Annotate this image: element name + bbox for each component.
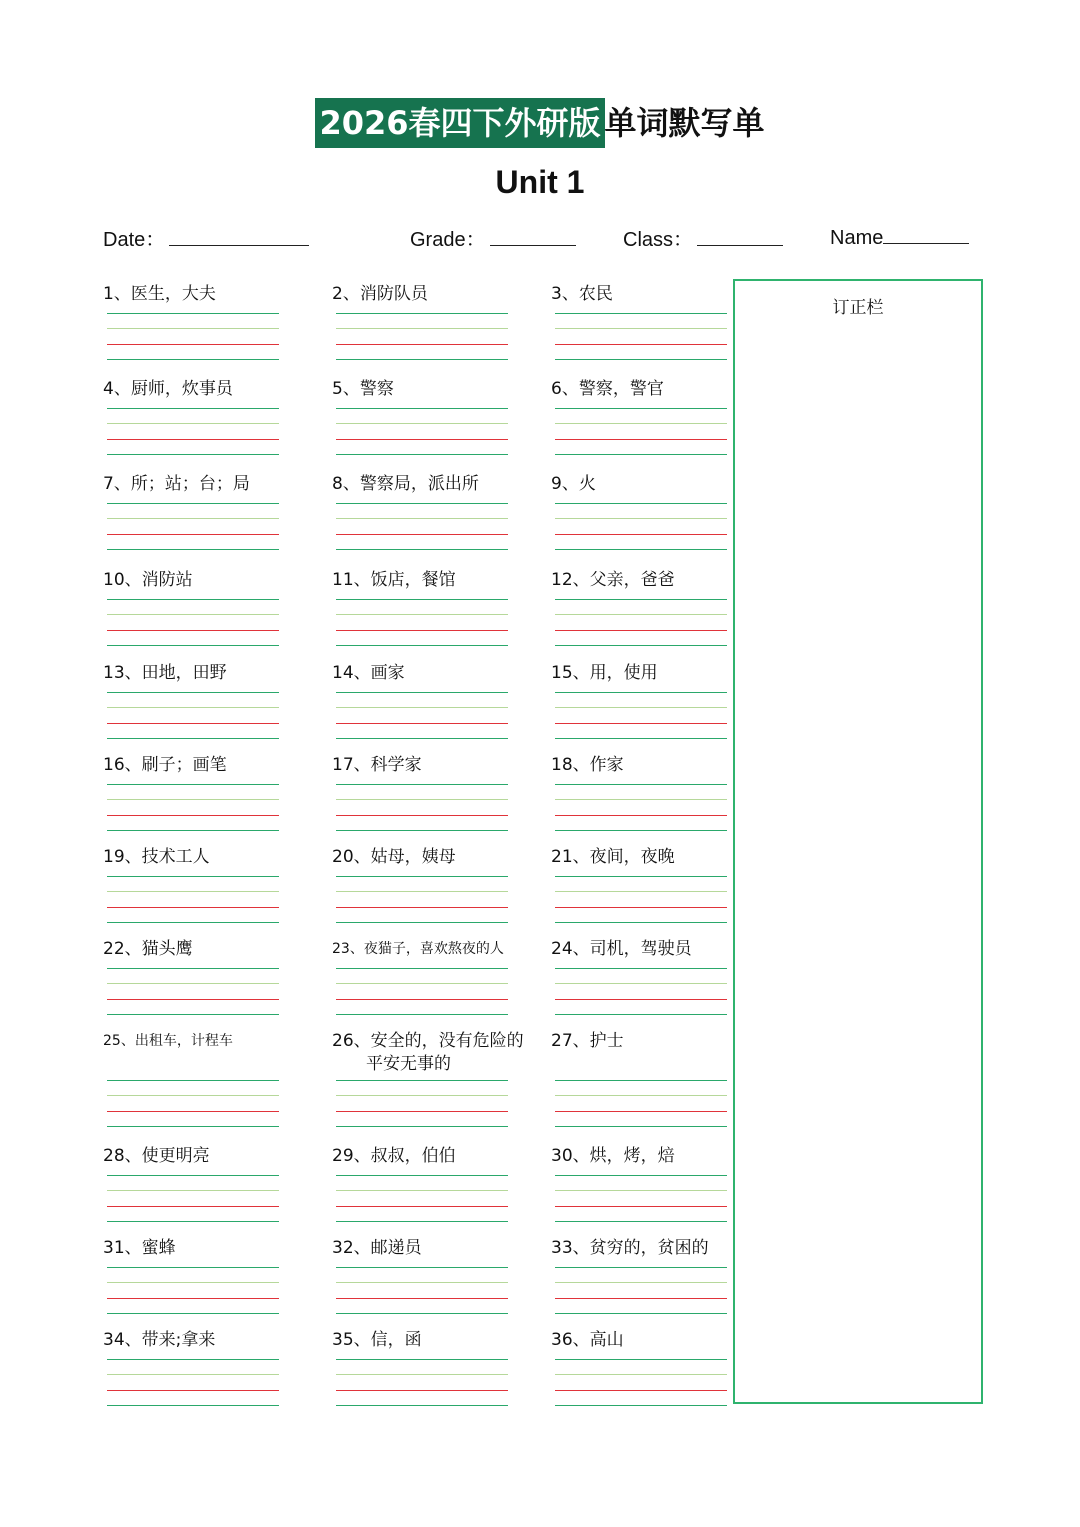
midline-light (107, 891, 279, 892)
baseline-red (555, 1206, 727, 1207)
midline-light (555, 891, 727, 892)
guideline-green (555, 784, 727, 785)
word-item-31 (103, 1237, 176, 1260)
baseline-red (107, 1111, 279, 1112)
midline-light (555, 1095, 727, 1096)
word-item-19 (103, 846, 210, 869)
word-item-23 (332, 938, 504, 961)
guideline-green (107, 1267, 279, 1268)
guideline-green (107, 645, 279, 646)
guideline-green (336, 408, 508, 409)
name-field[interactable] (830, 223, 969, 250)
word-item-5 (332, 378, 394, 401)
guideline-green (336, 1313, 508, 1314)
word-item-25 (103, 1030, 233, 1053)
word-item-3 (551, 283, 613, 306)
word-item-21 (551, 846, 675, 869)
word-item-15 (551, 662, 658, 685)
word-item-label: 2、消防队员 (332, 284, 428, 304)
midline-light (336, 799, 508, 800)
guideline-green (107, 1405, 279, 1406)
guideline-green (107, 784, 279, 785)
word-item-label: 9、火 (551, 474, 596, 494)
page-title (0, 98, 1080, 148)
date-label: Date： (103, 229, 166, 251)
guideline-green (555, 1313, 727, 1314)
baseline-red (336, 1206, 508, 1207)
baseline-red (336, 534, 508, 535)
midline-light (555, 518, 727, 519)
baseline-red (555, 999, 727, 1000)
guideline-green (555, 549, 727, 550)
word-item-24 (551, 938, 692, 961)
word-item-label: 33、贫穷的，贫困的 (551, 1238, 709, 1258)
baseline-red (107, 999, 279, 1000)
word-item-27 (551, 1030, 624, 1053)
baseline-red (336, 630, 508, 631)
word-item-label: 29、叔叔，伯伯 (332, 1146, 456, 1166)
date-blank[interactable] (169, 225, 309, 246)
guideline-green (107, 968, 279, 969)
word-item-label: 22、猫头鹰 (103, 939, 193, 959)
guideline-green (107, 1080, 279, 1081)
guideline-green (555, 692, 727, 693)
guideline-green (107, 1126, 279, 1127)
baseline-red (107, 534, 279, 535)
midline-light (555, 614, 727, 615)
guideline-green (555, 876, 727, 877)
baseline-red (107, 344, 279, 345)
word-item-label: 8、警察局，派出所 (332, 474, 479, 494)
midline-light (336, 1282, 508, 1283)
class-label: Class： (623, 229, 694, 251)
baseline-red (107, 439, 279, 440)
word-item-label: 7、所；站；台；局 (103, 474, 250, 494)
grade-blank[interactable] (490, 225, 576, 246)
baseline-red (107, 723, 279, 724)
midline-light (336, 1095, 508, 1096)
word-item-8 (332, 473, 479, 496)
midline-light (107, 1282, 279, 1283)
word-item-29 (332, 1145, 456, 1168)
word-item-label: 15、用，使用 (551, 663, 658, 683)
guideline-green (336, 1359, 508, 1360)
guideline-green (107, 313, 279, 314)
baseline-red (555, 1111, 727, 1112)
word-item-label: 19、技术工人 (103, 847, 210, 867)
word-item-label: 3、农民 (551, 284, 613, 304)
word-item-label: 30、烘，烤，焙 (551, 1146, 675, 1166)
guideline-green (336, 1014, 508, 1015)
date-field[interactable] (103, 223, 309, 252)
guideline-green (555, 1080, 727, 1081)
guideline-green (336, 1126, 508, 1127)
guideline-green (555, 1221, 727, 1222)
midline-light (555, 1374, 727, 1375)
word-item-label: 36、高山 (551, 1330, 624, 1350)
guideline-green (336, 454, 508, 455)
word-item-12 (551, 569, 675, 592)
word-item-label: 11、饭店，餐馆 (332, 570, 456, 590)
word-item-label: 32、邮递员 (332, 1238, 422, 1258)
word-item-label: 14、画家 (332, 663, 405, 683)
baseline-red (107, 1298, 279, 1299)
word-item-label: 27、护士 (551, 1031, 624, 1051)
guideline-green (107, 738, 279, 739)
midline-light (107, 1095, 279, 1096)
midline-light (555, 328, 727, 329)
guideline-green (336, 1221, 508, 1222)
guideline-green (555, 408, 727, 409)
guideline-green (555, 830, 727, 831)
guideline-green (336, 876, 508, 877)
guideline-green (555, 922, 727, 923)
word-item-28 (103, 1145, 210, 1168)
baseline-red (555, 534, 727, 535)
word-item-30 (551, 1145, 675, 1168)
guideline-green (555, 645, 727, 646)
word-item-label: 31、蜜蜂 (103, 1238, 176, 1258)
word-item-label-line2: 平安无事的 (366, 1054, 451, 1074)
guideline-green (555, 738, 727, 739)
baseline-red (336, 815, 508, 816)
baseline-red (107, 815, 279, 816)
guideline-green (336, 549, 508, 550)
word-item-35 (332, 1329, 422, 1352)
guideline-green (107, 599, 279, 600)
guideline-green (555, 1267, 727, 1268)
midline-light (555, 983, 727, 984)
guideline-green (336, 784, 508, 785)
word-item-16 (103, 754, 227, 777)
guideline-green (336, 313, 508, 314)
word-item-4 (103, 378, 233, 401)
word-item-label: 35、信，函 (332, 1330, 422, 1350)
guideline-green (555, 1175, 727, 1176)
baseline-red (336, 907, 508, 908)
baseline-red (336, 1298, 508, 1299)
baseline-red (336, 723, 508, 724)
midline-light (336, 328, 508, 329)
baseline-red (555, 907, 727, 908)
midline-light (555, 1282, 727, 1283)
correction-box[interactable] (733, 279, 983, 1404)
guideline-green (107, 692, 279, 693)
word-item-10 (103, 569, 193, 592)
guideline-green (555, 968, 727, 969)
word-item-17 (332, 754, 422, 777)
midline-light (107, 423, 279, 424)
guideline-green (555, 503, 727, 504)
midline-light (107, 983, 279, 984)
word-item-1 (103, 283, 216, 306)
midline-light (336, 1190, 508, 1191)
baseline-red (336, 344, 508, 345)
class-field[interactable] (623, 223, 783, 252)
grade-label: Grade： (410, 229, 486, 251)
guideline-green (555, 1014, 727, 1015)
midline-light (107, 1190, 279, 1191)
midline-light (336, 707, 508, 708)
word-item-7 (103, 473, 250, 496)
midline-light (107, 799, 279, 800)
word-item-label: 25、出租车，计程车 (103, 1033, 233, 1049)
baseline-red (555, 723, 727, 724)
title-highlight: 2026春四下外研版 (315, 98, 604, 148)
word-item-label: 24、司机，驾驶员 (551, 939, 692, 959)
guideline-green (336, 503, 508, 504)
guideline-green (107, 1313, 279, 1314)
title-rest: 单词默写单 (604, 104, 765, 142)
midline-light (107, 518, 279, 519)
baseline-red (336, 999, 508, 1000)
midline-light (336, 891, 508, 892)
word-item-label: 1、医生，大夫 (103, 284, 216, 304)
midline-light (555, 423, 727, 424)
word-item-6 (551, 378, 664, 401)
midline-light (555, 799, 727, 800)
guideline-green (555, 1359, 727, 1360)
word-item-label: 4、厨师，炊事员 (103, 379, 233, 399)
guideline-green (336, 922, 508, 923)
guideline-green (555, 1405, 727, 1406)
guideline-green (107, 454, 279, 455)
guideline-green (107, 1221, 279, 1222)
guideline-green (336, 1175, 508, 1176)
guideline-green (107, 503, 279, 504)
baseline-red (555, 630, 727, 631)
midline-light (336, 983, 508, 984)
midline-light (107, 614, 279, 615)
guideline-green (107, 1359, 279, 1360)
guideline-green (107, 549, 279, 550)
guideline-green (107, 922, 279, 923)
word-item-label: 13、田地，田野 (103, 663, 227, 683)
word-item-14 (332, 662, 405, 685)
midline-light (336, 614, 508, 615)
word-item-label: 17、科学家 (332, 755, 422, 775)
word-item-label: 28、使更明亮 (103, 1146, 210, 1166)
class-blank[interactable] (697, 225, 783, 246)
midline-light (107, 1374, 279, 1375)
baseline-red (336, 1111, 508, 1112)
guideline-green (336, 968, 508, 969)
name-blank[interactable] (883, 223, 969, 244)
guideline-green (555, 1126, 727, 1127)
word-item-label: 26、安全的，没有危险的 (332, 1031, 524, 1051)
word-item-33 (551, 1237, 709, 1260)
baseline-red (336, 439, 508, 440)
word-item-20 (332, 846, 456, 869)
unit-heading: Unit 1 (495, 164, 585, 200)
guideline-green (107, 1014, 279, 1015)
word-item-9 (551, 473, 596, 496)
word-item-label: 34、带来;拿来 (103, 1330, 216, 1350)
guideline-green (336, 738, 508, 739)
midline-light (555, 1190, 727, 1191)
word-item-label: 18、作家 (551, 755, 624, 775)
word-item-label: 21、夜间，夜晚 (551, 847, 675, 867)
baseline-red (555, 344, 727, 345)
word-item-26 (332, 1030, 524, 1076)
guideline-green (555, 313, 727, 314)
word-item-label: 12、父亲，爸爸 (551, 570, 675, 590)
midline-light (107, 328, 279, 329)
baseline-red (555, 439, 727, 440)
midline-light (336, 1374, 508, 1375)
word-item-label: 6、警察，警官 (551, 379, 664, 399)
guideline-green (107, 408, 279, 409)
guideline-green (336, 1405, 508, 1406)
midline-light (555, 707, 727, 708)
name-label: Name (830, 227, 884, 249)
guideline-green (336, 359, 508, 360)
midline-light (336, 518, 508, 519)
word-item-18 (551, 754, 624, 777)
baseline-red (555, 815, 727, 816)
guideline-green (336, 1267, 508, 1268)
guideline-green (555, 454, 727, 455)
word-item-label: 10、消防站 (103, 570, 193, 590)
midline-light (336, 423, 508, 424)
guideline-green (336, 830, 508, 831)
guideline-green (107, 876, 279, 877)
guideline-green (336, 645, 508, 646)
guideline-green (555, 359, 727, 360)
guideline-green (107, 359, 279, 360)
guideline-green (336, 692, 508, 693)
word-item-label: 23、夜猫子，喜欢熬夜的人 (332, 941, 504, 957)
word-item-label: 16、刷子；画笔 (103, 755, 227, 775)
word-item-13 (103, 662, 227, 685)
baseline-red (555, 1298, 727, 1299)
word-item-label: 5、警察 (332, 379, 394, 399)
baseline-red (555, 1390, 727, 1391)
word-item-2 (332, 283, 428, 306)
baseline-red (107, 1390, 279, 1391)
word-item-label: 20、姑母，姨母 (332, 847, 456, 867)
guideline-green (107, 830, 279, 831)
word-item-32 (332, 1237, 422, 1260)
guideline-green (555, 599, 727, 600)
guideline-green (107, 1175, 279, 1176)
grade-field[interactable] (410, 223, 576, 252)
midline-light (107, 707, 279, 708)
guideline-green (336, 1080, 508, 1081)
word-item-36 (551, 1329, 624, 1352)
baseline-red (107, 1206, 279, 1207)
baseline-red (336, 1390, 508, 1391)
word-item-22 (103, 938, 193, 961)
correction-label: 订正栏 (832, 298, 884, 318)
word-item-34 (103, 1329, 215, 1352)
word-item-11 (332, 569, 456, 592)
guideline-green (336, 599, 508, 600)
baseline-red (107, 630, 279, 631)
baseline-red (107, 907, 279, 908)
